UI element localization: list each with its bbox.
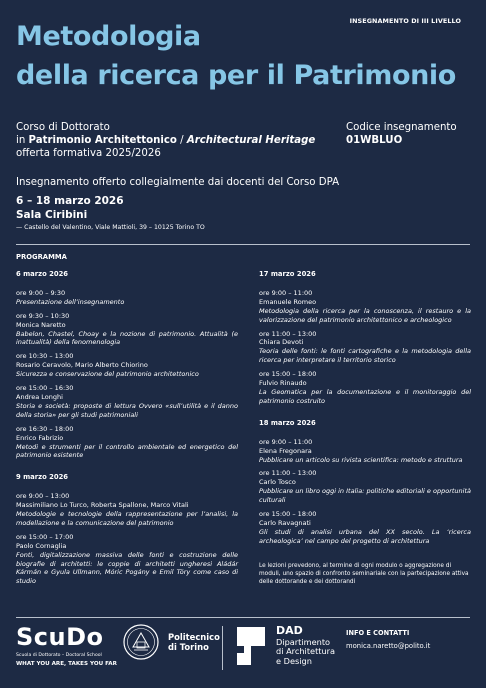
footer-separator xyxy=(222,626,223,670)
program-item-description: La Geomatica per la documentazione e il monitoraggio del patrimonio costruito xyxy=(259,387,471,405)
course-program: Patrimonio Architettonico xyxy=(28,135,177,147)
program-day-date: 9 marzo 2026 xyxy=(16,473,69,482)
dad-name xyxy=(276,626,335,666)
day-spacer xyxy=(259,411,471,419)
program-item xyxy=(259,510,471,546)
program-item xyxy=(259,469,471,505)
address: — Castello del Valentino, Viale Mattioli, 39 – 10125 Torino TO xyxy=(16,224,205,231)
program-title: PROGRAMMA xyxy=(16,253,67,261)
program-item-description: Pubblicare un libro oggi in Italia: politiche editoriali e opportunità culturali xyxy=(259,487,471,505)
program-item-description: Gli studi di analisi urbana del XX secolo. La ‘ricerca archeologica’ nel campo del progetto di architettura xyxy=(259,527,471,545)
info-contacts xyxy=(346,629,430,650)
program-day-date: 18 marzo 2026 xyxy=(259,418,316,427)
scudo-wordmark: ScuDo xyxy=(16,623,104,651)
program-item-description: Fonti, digitalizzazione massiva delle fonti e costruzione delle biografie di architetti: le coppie di architetti ungheresi Aládár Kármán e Gyula Ullmann, Móric Pogány e Emil Töry come caso di studio xyxy=(16,550,238,586)
program-item xyxy=(16,352,238,379)
course-program-english: Architectural Heritage xyxy=(186,135,316,147)
program-item-time: ore 9:00 – 9:30 xyxy=(16,288,66,297)
program-item-description: Sicurezza e conservazione del patrimonio architettonico xyxy=(16,370,199,379)
polito-line-1: Politecnico xyxy=(168,632,220,642)
program-item xyxy=(16,289,238,307)
program-item-description: Metodologia della ricerca per la conoscenza, il restauro e la valorizzazione del patrimonio architettonico e archeologico xyxy=(259,306,471,324)
course-code xyxy=(346,121,457,147)
polito-line-2: di Torino xyxy=(168,642,209,652)
program-item-speaker: Chiara Devoti xyxy=(259,338,304,347)
program-item-speaker: Massimiliano Lo Turco, Roberta Spallone, Marco Vitali xyxy=(16,501,189,510)
program-item-speaker: Carlo Ravagnati xyxy=(259,518,311,527)
program-item-description: Teoria delle fonti: le fonti cartografiche e la metodologia della ricerca per interpretare il territorio storico xyxy=(259,347,471,365)
program-item-speaker: Fulvio Rinaudo xyxy=(259,379,307,388)
program-item-speaker: Elena Fregonara xyxy=(259,446,312,455)
dad-line-3: e Design xyxy=(276,655,312,666)
program-item-time: ore 16:30 – 18:00 xyxy=(16,424,74,433)
course-info xyxy=(16,121,315,161)
program-item xyxy=(16,492,238,528)
program-item xyxy=(16,384,238,420)
program-item-time: ore 15:00 – 18:00 xyxy=(259,510,317,519)
program-item xyxy=(259,438,471,465)
polito-logo xyxy=(122,623,220,661)
program-item-description: Babelon, Chastel, Choay e la nozione di patrimonio. Attualità (e inattualità) della fenomenologia xyxy=(16,329,238,347)
program-item-description: Pubblicare un articolo su rivista scientifica: metodo e struttura xyxy=(259,455,463,464)
program-note: Le lezioni prevedono, al termine di ogni modulo o aggregazione di moduli, uno spazio di confronto seminariale con la partecipazione attiva delle dottorande e dei dottorandi xyxy=(259,562,469,585)
course-line-1: Corso di Dottorato xyxy=(16,122,110,133)
dad-logo-icon xyxy=(236,626,266,666)
program-item xyxy=(259,370,471,406)
program-item-time: ore 9:00 – 11:00 xyxy=(259,437,313,446)
program-item-time: ore 15:00 – 18:00 xyxy=(259,370,317,379)
program-item-speaker: Emanuele Romeo xyxy=(259,297,317,306)
level-label: INSEGNAMENTO DI III LIVELLO xyxy=(349,17,461,25)
day-spacer xyxy=(16,465,238,473)
program-item xyxy=(16,533,238,586)
program-column-left xyxy=(16,270,238,591)
scudo-logo xyxy=(16,623,117,667)
footer-divider xyxy=(16,617,470,618)
polito-seal-icon xyxy=(122,623,160,661)
program-item-time: ore 10:30 – 13:00 xyxy=(16,352,74,361)
course-line-2 xyxy=(16,134,315,147)
page-title xyxy=(16,17,456,95)
program-item-description: Storia e società: proposte di lettura Ovvero «sull’utilità e il danno della storia» per gli studi patrimoniali xyxy=(16,401,238,419)
offered-by: Insegnamento offerto collegialmente dai docenti del Corso DPA xyxy=(16,177,340,188)
program-item-speaker: Enrico Fabrizio xyxy=(16,433,64,442)
program-item-speaker: Andrea Longhi xyxy=(16,392,63,401)
program-item-time: ore 11:00 – 13:00 xyxy=(259,329,317,338)
program-item-description: Presentazione dell’insegnamento xyxy=(16,297,125,306)
scudo-tagline: WHAT YOU ARE, TAKES YOU FAR xyxy=(16,661,117,667)
program-item xyxy=(16,425,238,461)
program-item xyxy=(259,289,471,325)
code-label: Codice insegnamento xyxy=(346,122,457,133)
program-item-description: Metodi e strumenti per il controllo ambientale ed energetico del patrimonio esistente xyxy=(16,442,238,460)
program-item-time: ore 11:00 – 13:00 xyxy=(259,469,317,478)
dates-text: 6 – 18 marzo 2026 xyxy=(16,195,124,207)
program-column-right xyxy=(259,270,471,586)
program-day-date: 17 marzo 2026 xyxy=(259,270,316,278)
program-item xyxy=(259,330,471,366)
info-email[interactable]: monica.naretto@polito.it xyxy=(346,642,431,650)
program-item xyxy=(16,312,238,348)
info-title: INFO E CONTATTI xyxy=(346,629,410,637)
program-item-speaker: Rosario Ceravolo, Mario Alberto Chiorino xyxy=(16,361,148,370)
dad-line-1: Dipartimento xyxy=(276,636,331,647)
course-prefix: in xyxy=(16,135,29,147)
program-item-time: ore 15:00 – 17:00 xyxy=(16,532,74,541)
course-line-3: offerta formativa 2025/2026 xyxy=(16,148,161,160)
code-value: 01WBLUO xyxy=(346,135,403,147)
dad-logo xyxy=(236,626,335,666)
event-dates xyxy=(16,194,124,222)
program-item-time: ore 9:00 – 13:00 xyxy=(16,492,70,501)
dad-line-2: di Architettura xyxy=(276,646,336,657)
title-line-1: Metodologia xyxy=(16,21,201,52)
program-day-date: 6 marzo 2026 xyxy=(16,270,69,278)
program-item-time: ore 15:00 – 16:30 xyxy=(16,384,74,393)
program-item-speaker: Monica Naretto xyxy=(16,320,66,329)
dad-acronym: DAD xyxy=(276,624,303,637)
venue: Sala Ciribini xyxy=(16,209,88,221)
program-item-time: ore 9:00 – 11:00 xyxy=(259,288,313,297)
divider xyxy=(16,244,470,245)
scudo-subtitle: Scuola di Dottorato – Doctoral School xyxy=(16,653,102,658)
program-item-description: Metodologie e tecnologie della rappresentazione per l’analisi, la modellazione e la comunicazione del patrimonio xyxy=(16,510,238,527)
title-line-2: della ricerca per il Patrimonio xyxy=(16,60,456,91)
program-item-time: ore 9:30 – 10:30 xyxy=(16,311,70,320)
polito-name xyxy=(168,632,220,652)
program-item-speaker: Paolo Cornaglia xyxy=(16,541,67,550)
program-item-speaker: Carlo Tosco xyxy=(259,478,296,487)
course-separator: / xyxy=(176,135,187,147)
